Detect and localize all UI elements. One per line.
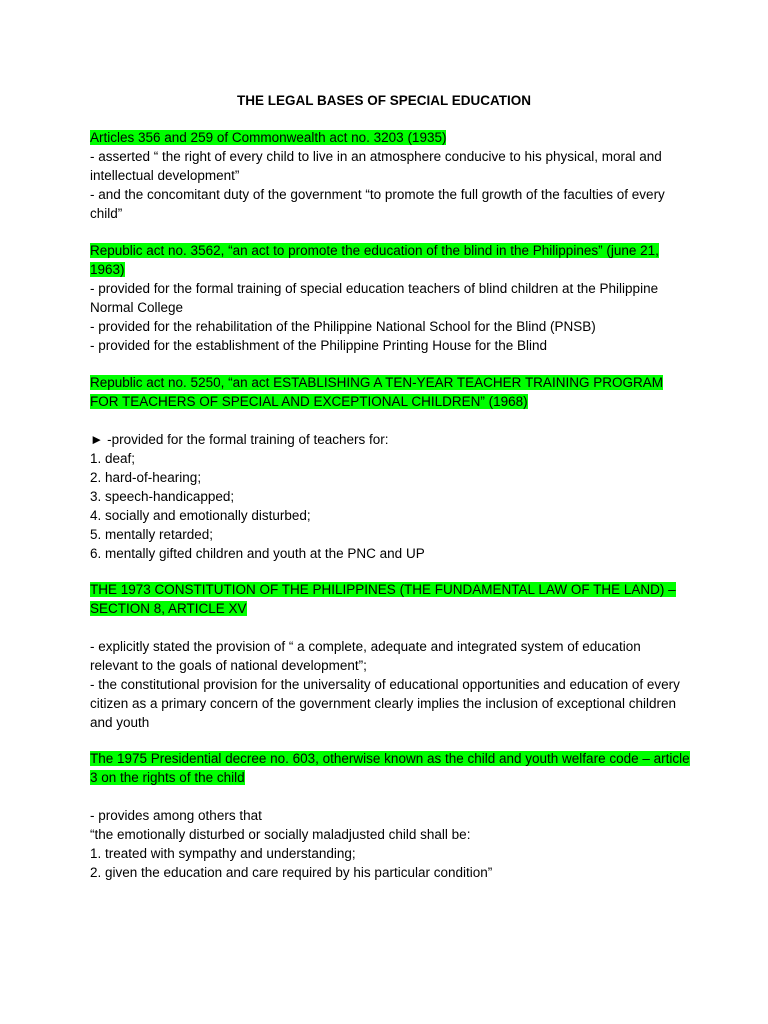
section-heading [90,580,690,618]
list-item: 6. mentally gifted children and youth at the PNC and UP [90,546,425,561]
highlighted-heading: Republic act no. 5250, “an act ESTABLISHING A TEN-YEAR TEACHER TRAINING PROGRAM FOR TEACHERS OF SPECIAL AND EXCEPTIONAL CHILDREN” (1968) [90,375,663,409]
body-line: ► -provided for the formal training of teachers for: [90,432,389,447]
section-commonwealth-act [90,128,690,223]
body-line: - asserted “ the right of every child to live in an atmosphere conducive to his physical, moral and intellectual development” [90,149,662,183]
document-title: THE LEGAL BASES OF SPECIAL EDUCATION [236,93,532,108]
section-heading [90,749,690,787]
list-item: 2. given the education and care required by his particular condition” [90,865,493,880]
list-item: 5. mentally retarded; [90,527,214,542]
body-line: - provides among others that [90,808,262,823]
list-item: 1. treated with sympathy and understanding; [90,846,356,861]
body-line: - provided for the formal training of special education teachers of blind children at the Philippine Normal College [90,281,659,315]
section-heading [90,241,690,279]
list-item: 1. deaf; [90,451,136,466]
highlighted-heading: Articles 356 and 259 of Commonwealth act no. 3203 (1935) [90,130,447,145]
body-line: - provided for the establishment of the Philippine Printing House for the Blind [90,338,548,353]
section-heading [90,373,690,411]
section-body [90,147,690,223]
highlighted-heading: The 1975 Presidential decree no. 603, otherwise known as the child and youth welfare code – article 3 on the rights of the child [90,751,690,785]
section-body [90,279,690,355]
list-item: 3. speech-handicapped; [90,489,235,504]
section-1973-constitution [90,580,690,732]
list-item: 2. hard-of-hearing; [90,470,202,485]
section-heading [90,128,690,147]
section-republic-act-3562 [90,241,690,355]
list-item: 4. socially and emotionally disturbed; [90,508,311,523]
body-line: - and the concomitant duty of the government “to promote the full growth of the faculties of every child” [90,187,665,221]
section-body [90,637,690,732]
section-body [90,430,690,563]
section-body [90,806,690,882]
body-line: - provided for the rehabilitation of the Philippine National School for the Blind (PNSB) [90,319,596,334]
highlighted-heading: THE 1973 CONSTITUTION OF THE PHILIPPINES (THE FUNDAMENTAL LAW OF THE LAND) – SECTION 8, ARTICLE XV [90,582,676,616]
section-republic-act-5250 [90,373,690,563]
body-line: - the constitutional provision for the universality of educational opportunities and education of every citizen as a primary concern of the government clearly implies the inclusion of exceptional children and youth [90,677,680,730]
body-line: “the emotionally disturbed or socially maladjusted child shall be: [90,827,471,842]
section-presidential-decree-603 [90,749,690,882]
highlighted-heading: Republic act no. 3562, “an act to promote the education of the blind in the Philippines” (june 21, 1963) [90,243,659,277]
body-line: - explicitly stated the provision of “ a complete, adequate and integrated system of education relevant to the goals of national development”; [90,639,641,673]
